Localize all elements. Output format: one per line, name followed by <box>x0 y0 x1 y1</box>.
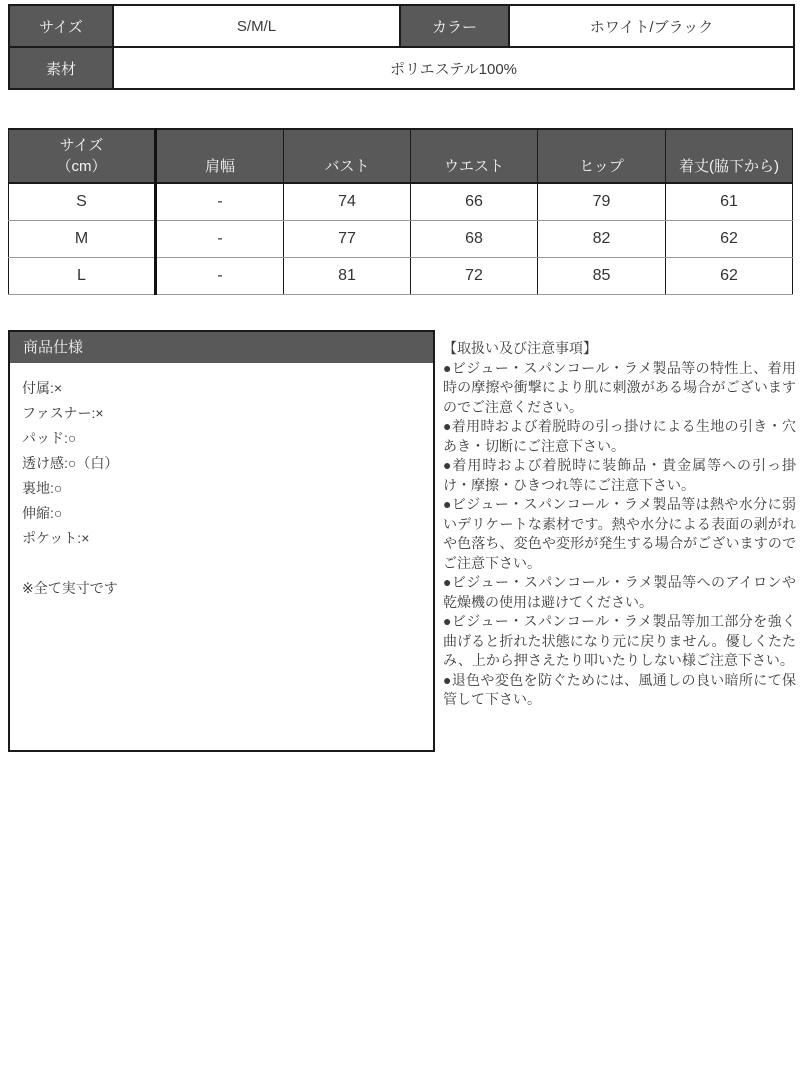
waist-cell: 66 <box>411 183 538 221</box>
product-spec-box <box>8 330 435 752</box>
shoulder-cell: - <box>156 221 284 258</box>
precaution-item: ●着用時および着脱時に装飾品・貴金属等への引っ掛け・摩擦・ひきつれ等にご注意下さい。 <box>443 457 796 493</box>
measurement-row-s <box>9 183 793 221</box>
measurement-row-m <box>9 221 793 258</box>
material-label-cell: 素材 <box>9 47 113 89</box>
color-label-cell: カラー <box>400 5 509 47</box>
header-size-line1: サイズ <box>59 137 104 154</box>
header-waist: ウエスト <box>411 129 538 183</box>
size-label-cell: サイズ <box>9 5 113 47</box>
spec-item-accessory: 付属:× <box>22 380 63 396</box>
spec-item-pad: パッド:○ <box>22 430 77 446</box>
spec-item-lining: 裏地:○ <box>22 480 63 496</box>
summary-table <box>8 4 795 90</box>
shoulder-cell: - <box>156 258 284 295</box>
header-size-line2: （cm） <box>56 158 107 175</box>
size-cell: S <box>9 183 156 221</box>
bust-cell: 77 <box>284 221 411 258</box>
precaution-item: ●退色や変色を防ぐためには、風通しの良い暗所にて保管して下さい。 <box>443 671 796 707</box>
measurements-table <box>8 128 793 295</box>
precaution-item: ●ビジュー・スパンコール・ラメ製品等は熱や水分に弱いデリケートな素材です。熱や水分による表面の剥がれや色落ち、変色や変形が発生する場合がございますのでご注意下さい。 <box>443 496 796 571</box>
shoulder-cell: - <box>156 183 284 221</box>
header-shoulder: 肩幅 <box>156 129 284 183</box>
length-cell: 62 <box>666 258 793 295</box>
precautions-title: 【取扱い及び注意事項】 <box>443 340 597 356</box>
measurements-header-row <box>9 129 793 183</box>
header-hip: ヒップ <box>538 129 666 183</box>
hip-cell: 79 <box>538 183 666 221</box>
product-spec-title: 商品仕様 <box>10 332 433 363</box>
waist-cell: 68 <box>411 221 538 258</box>
waist-cell: 72 <box>411 258 538 295</box>
precaution-item: ●ビジュー・スパンコール・ラメ製品等加工部分を強く曲げると折れた状態になり元に戻りません。優しくたたみ、上から押さえたり叩いたりしない様ご注意下さい。 <box>443 613 796 668</box>
size-value-cell: S/M/L <box>113 5 400 47</box>
color-value-cell: ホワイト/ブラック <box>509 5 794 47</box>
spec-note: ※全て実寸です <box>22 580 118 596</box>
product-spec-body <box>10 363 433 601</box>
length-cell: 62 <box>666 221 793 258</box>
size-cell: L <box>9 258 156 295</box>
precaution-item: ●ビジュー・スパンコール・ラメ製品等の特性上、着用時の摩擦や衝撃により肌に刺激がある場合がございますのでご注意ください。 <box>443 359 796 415</box>
material-value-cell: ポリエステル100% <box>113 47 794 89</box>
bust-cell: 74 <box>284 183 411 221</box>
header-size-cm <box>9 129 156 183</box>
precautions-section <box>443 339 796 710</box>
hip-cell: 85 <box>538 258 666 295</box>
header-length: 着丈(脇下から) <box>666 129 793 183</box>
summary-row-2 <box>9 47 794 89</box>
spec-item-pocket: ポケット:× <box>22 530 90 546</box>
hip-cell: 82 <box>538 221 666 258</box>
spec-item-stretch: 伸縮:○ <box>22 505 63 521</box>
size-cell: M <box>9 221 156 258</box>
bust-cell: 81 <box>284 258 411 295</box>
spec-item-sheerness: 透け感:○（白） <box>22 455 119 471</box>
length-cell: 61 <box>666 183 793 221</box>
header-bust: バスト <box>284 129 411 183</box>
precaution-item: ●着用時および着脱時の引っ掛けによる生地の引き・穴あき・切断にご注意下さい。 <box>443 418 796 454</box>
spec-item-fastener: ファスナー:× <box>22 405 104 421</box>
precaution-item: ●ビジュー・スパンコール・ラメ製品等へのアイロンや乾燥機の使用は避けてください。 <box>443 574 796 610</box>
measurement-row-l <box>9 258 793 295</box>
summary-row-1 <box>9 5 794 47</box>
